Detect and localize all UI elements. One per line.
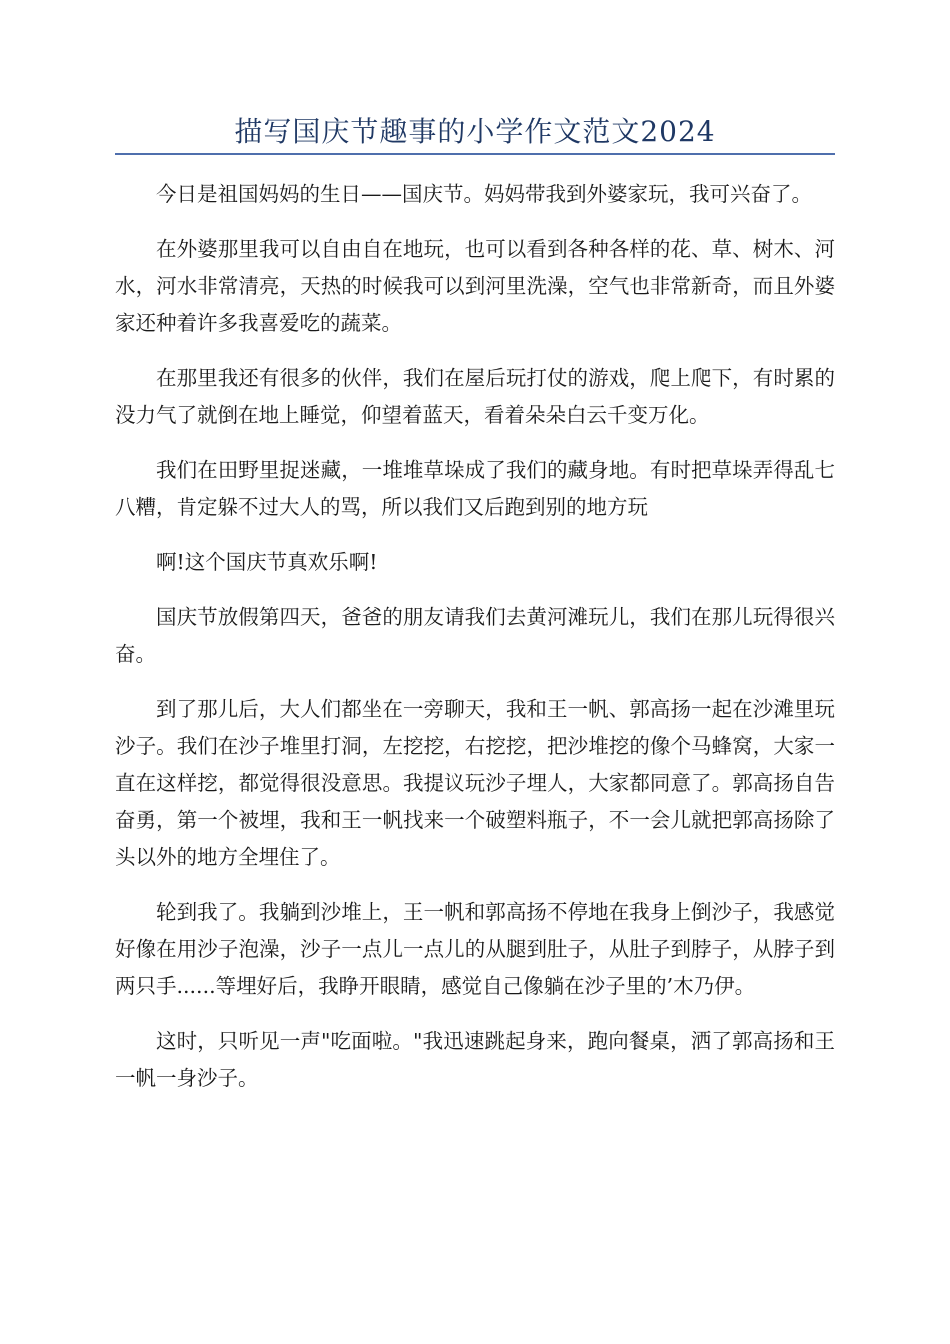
paragraph-5: 啊!这个国庆节真欢乐啊! <box>156 550 378 574</box>
paragraph-1: 今日是祖国妈妈的生日——国庆节。妈妈带我到外婆家玩，我可兴奋了。 <box>156 182 812 206</box>
paragraph-4: 我们在田野里捉迷藏，一堆堆草垛成了我们的藏身地。有时把草垛弄得乱七八糟，肯定躲不过大人的骂，所以我们又后跑到别的地方玩 <box>115 458 835 519</box>
title-underline <box>115 153 835 155</box>
document-title: 描写国庆节趣事的小学作文范文2024 <box>234 115 716 148</box>
paragraph-8: 轮到我了。我躺到沙堆上，王一帆和郭高扬不停地在我身上倒沙子，我感觉好像在用沙子泡澡，沙子一点儿一点儿的从腿到肚子，从肚子到脖子，从脖子到两只手......等埋好后，我睁开眼睛，感觉自己像躺在沙子里的’木乃伊。 <box>115 900 835 998</box>
paragraph-2: 在外婆那里我可以自由自在地玩，也可以看到各种各样的花、草、树木、河水，河水非常清亮，天热的时候我可以到河里洗澡，空气也非常新奇，而且外婆家还种着许多我喜爱吃的蔬菜。 <box>115 237 835 335</box>
paragraph-7: 到了那儿后，大人们都坐在一旁聊天，我和王一帆、郭高扬一起在沙滩里玩沙子。我们在沙子堆里打洞，左挖挖，右挖挖，把沙堆挖的像个马蜂窝，大家一直在这样挖，都觉得很没意思。我提议玩沙子埋人，大家都同意了。郭高扬自告奋勇，第一个被埋，我和王一帆找来一个破塑料瓶子，不一会儿就把郭高扬除了头以外的地方全埋住了。 <box>115 697 835 869</box>
document-body <box>115 176 835 1115</box>
paragraph-3: 在那里我还有很多的伙伴，我们在屋后玩打仗的游戏，爬上爬下，有时累的没力气了就倒在地上睡觉，仰望着蓝天，看着朵朵白云千变万化。 <box>115 366 835 427</box>
paragraph-9: 这时，只听见一声"吃面啦。"我迅速跳起身来，跑向餐桌，洒了郭高扬和王一帆一身沙子。 <box>115 1029 835 1090</box>
paragraph-6: 国庆节放假第四天，爸爸的朋友请我们去黄河滩玩儿，我们在那儿玩得很兴奋。 <box>115 605 835 666</box>
